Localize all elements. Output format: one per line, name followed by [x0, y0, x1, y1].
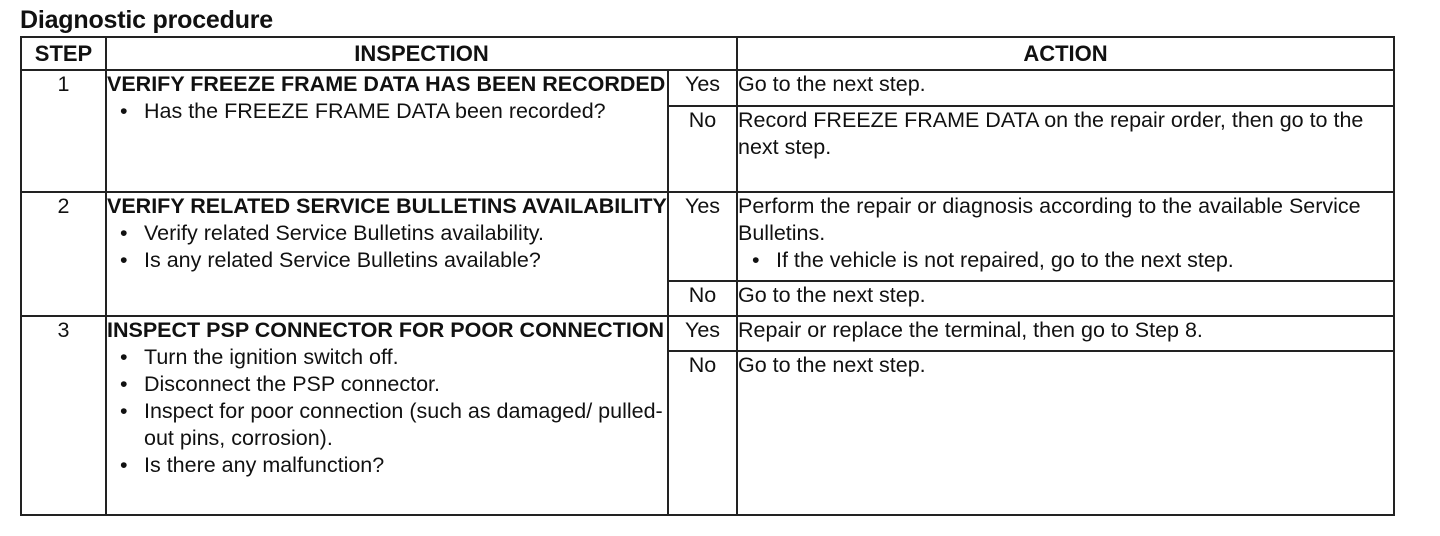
action-cell [737, 192, 1394, 281]
inspection-bullet: • Turn the ignition switch off. [107, 344, 667, 371]
table-row [21, 316, 1394, 351]
inspection-bullet: • Verify related Service Bulletins availability. [107, 220, 667, 247]
inspection-cell [106, 70, 668, 192]
answer-yes: Yes [668, 316, 737, 351]
inspection-bullets [107, 98, 667, 125]
action-text: Go to the next step. [737, 70, 1394, 106]
step-number: 1 [21, 70, 106, 192]
table-row [21, 192, 1394, 281]
inspection-title: INSPECT PSP CONNECTOR FOR POOR CONNECTION [107, 318, 665, 342]
answer-yes: Yes [668, 70, 737, 106]
inspection-title: VERIFY FREEZE FRAME DATA HAS BEEN RECORDED [107, 72, 666, 96]
inspection-bullet: • Is any related Service Bulletins available? [107, 247, 667, 274]
header-step: STEP [21, 37, 106, 70]
header-action: ACTION [737, 37, 1394, 70]
step-number: 3 [21, 316, 106, 515]
header-inspection: INSPECTION [106, 37, 737, 70]
inspection-bullets [107, 220, 667, 274]
inspection-title: VERIFY RELATED SERVICE BULLETINS AVAILABILITY [107, 194, 667, 218]
page-title: Diagnostic procedure [20, 6, 273, 34]
diagnostic-table [20, 36, 1395, 516]
answer-no: No [668, 351, 737, 515]
inspection-bullet: • Has the FREEZE FRAME DATA been recorded? [107, 98, 667, 125]
inspection-bullet: • Is there any malfunction? [107, 452, 667, 479]
inspection-bullet: • Inspect for poor connection (such as damaged/ pulled-out pins, corrosion). [107, 398, 667, 452]
inspection-cell [106, 192, 668, 316]
action-text: Perform the repair or diagnosis according to the available Service Bulletins. [738, 194, 1361, 245]
action-text: Record FREEZE FRAME DATA on the repair order, then go to the next step. [737, 106, 1394, 192]
table-header-row [21, 37, 1394, 70]
action-text: Go to the next step. [737, 351, 1394, 515]
action-bullet: • If the vehicle is not repaired, go to the next step. [738, 247, 1393, 274]
inspection-cell [106, 316, 668, 515]
action-bullets [738, 247, 1393, 274]
answer-yes: Yes [668, 192, 737, 281]
action-text: Repair or replace the terminal, then go to Step 8. [737, 316, 1394, 351]
answer-no: No [668, 106, 737, 192]
answer-no: No [668, 281, 737, 316]
inspection-bullets [107, 344, 667, 479]
inspection-bullet: • Disconnect the PSP connector. [107, 371, 667, 398]
table-row [21, 70, 1394, 106]
action-text: Go to the next step. [737, 281, 1394, 316]
step-number: 2 [21, 192, 106, 316]
